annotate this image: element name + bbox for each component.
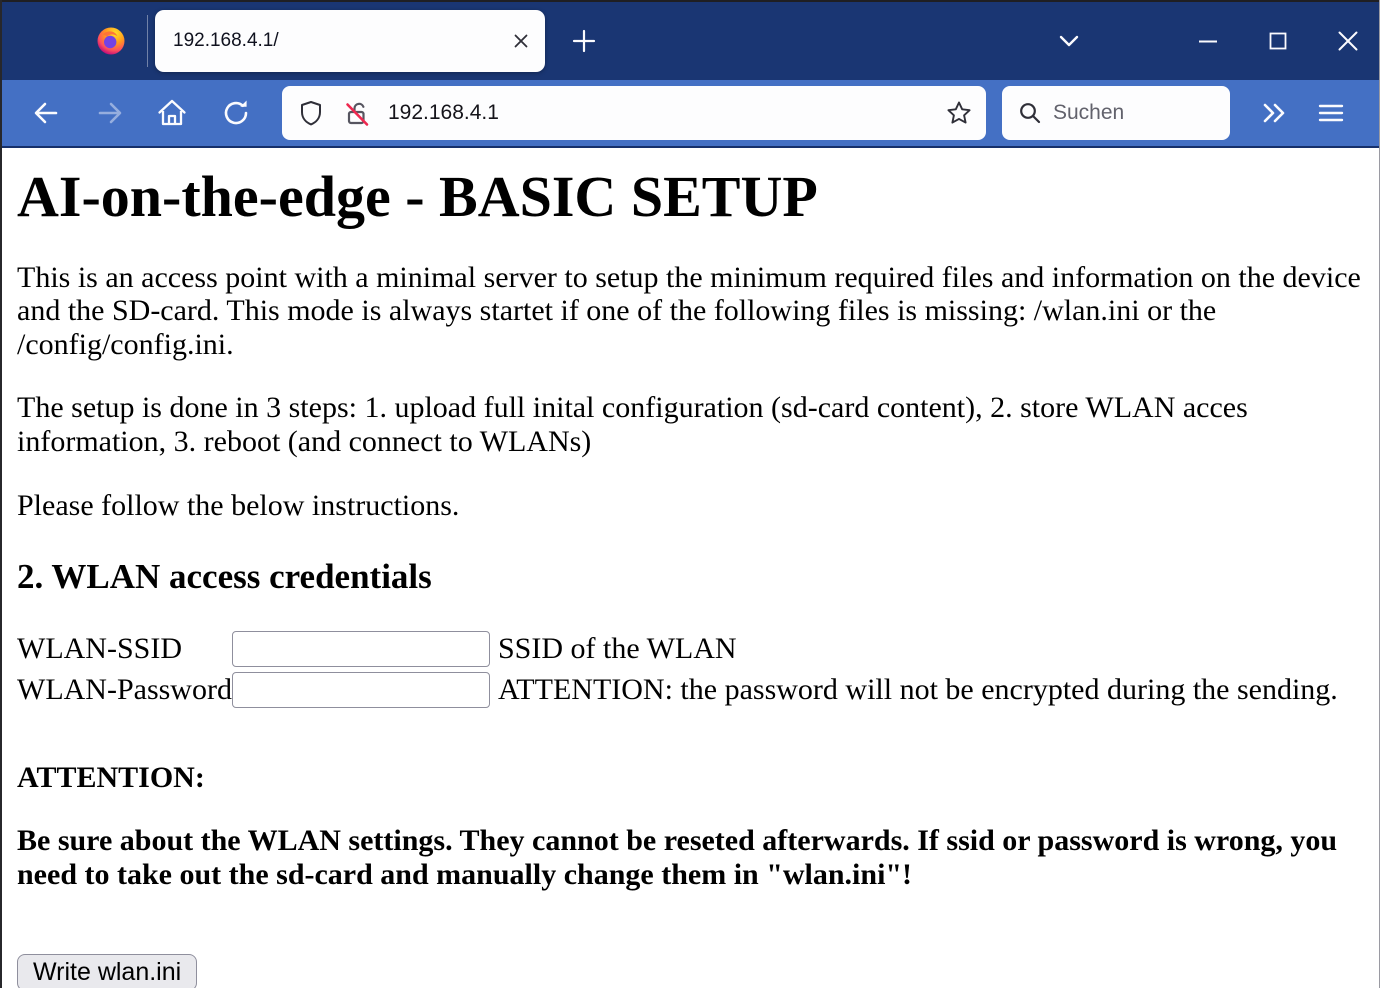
attention-heading: ATTENTION:	[17, 760, 205, 794]
tab-bar	[2, 2, 1379, 80]
search-icon	[1018, 101, 1042, 125]
bookmark-star-icon[interactable]	[945, 99, 973, 127]
wlan-password-description: ATTENTION: the password will not be encrypted during the sending.	[497, 672, 1338, 706]
table-row	[17, 631, 1338, 667]
wlan-ssid-input[interactable]	[232, 631, 490, 667]
overflow-chevrons-icon[interactable]	[1258, 98, 1288, 128]
steps-paragraph: The setup is done in 3 steps: 1. upload full inital configuration (sd-card content), 2. store WLAN acces information, 3. reboot (and connect to WLANs)	[17, 391, 1248, 459]
wlan-password-label: WLAN-Password	[17, 672, 232, 706]
window-maximize-button[interactable]	[1266, 29, 1290, 53]
reload-button[interactable]	[218, 95, 254, 131]
back-button[interactable]	[28, 95, 64, 131]
tracking-protection-shield-icon[interactable]	[297, 99, 325, 127]
window-minimize-button[interactable]	[1196, 29, 1220, 53]
window-close-button[interactable]	[1335, 28, 1361, 54]
intro-paragraph: This is an access point with a minimal server to setup the minimum required files and information on the device and the SD-card. This mode is always startet if one of the following files is missing: /wlan.ini or the /config/config.ini.	[17, 260, 1361, 361]
wlan-ssid-label: WLAN-SSID	[17, 631, 182, 665]
active-tab[interactable]	[155, 10, 545, 72]
wlan-password-input[interactable]	[232, 672, 490, 708]
tab-title: 192.168.4.1/	[173, 30, 279, 51]
home-button[interactable]	[154, 95, 190, 131]
wlan-credentials-table	[17, 626, 1338, 713]
write-wlan-ini-button[interactable]: Write wlan.ini	[17, 954, 197, 988]
warning-paragraph: Be sure about the WLAN settings. They cannot be reseted afterwards. If ssid or password is wrong, you need to take out the sd-card and manually change them in "wlan.ini"!	[17, 824, 1338, 891]
url-bar[interactable]	[282, 86, 986, 140]
hamburger-menu-icon[interactable]	[1316, 98, 1346, 128]
table-row	[17, 672, 1338, 708]
navigation-toolbar	[2, 80, 1379, 148]
insecure-connection-lock-icon[interactable]	[342, 98, 372, 128]
forward-button[interactable]	[92, 95, 128, 131]
wlan-ssid-description: SSID of the WLAN	[497, 631, 737, 665]
search-input[interactable]	[1051, 100, 1205, 126]
url-input[interactable]	[386, 100, 945, 126]
new-tab-button[interactable]	[570, 27, 598, 55]
search-bar[interactable]	[1002, 86, 1230, 140]
wlan-section-heading: 2. WLAN access credentials	[17, 557, 432, 597]
list-all-tabs-chevron-icon[interactable]	[1056, 28, 1082, 54]
tab-separator	[147, 15, 148, 67]
tab-close-icon[interactable]	[511, 31, 531, 51]
firefox-logo-icon	[95, 25, 127, 57]
page-title: AI-on-the-edge - BASIC SETUP	[17, 164, 818, 229]
follow-paragraph: Please follow the below instructions.	[17, 488, 460, 522]
page-content	[2, 148, 1379, 988]
